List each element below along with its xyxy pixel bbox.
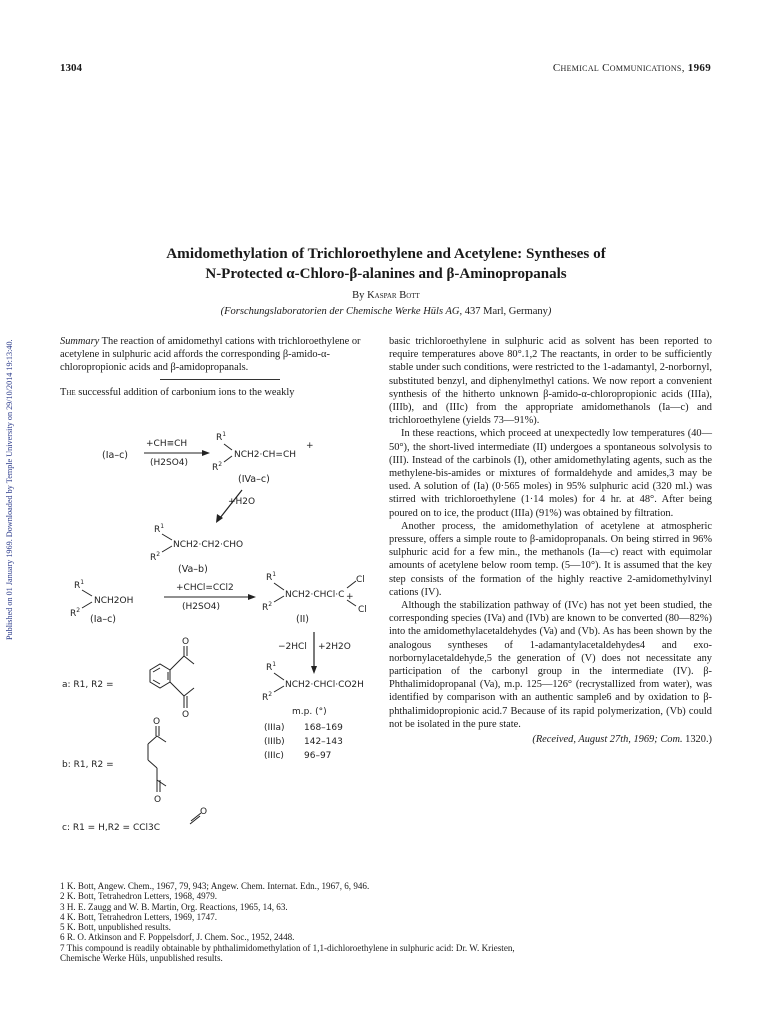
reagent-acetylene: +CH≡CH (146, 439, 188, 449)
chain-bond (157, 780, 166, 786)
bond-r1-start (82, 590, 92, 596)
references (60, 881, 712, 963)
cl-bottom: Cl (358, 605, 367, 615)
oxygen-top: O (182, 637, 190, 647)
r1-va: $R^1$ (154, 523, 165, 535)
chain-bond (148, 760, 157, 768)
page-number: 1304 (60, 62, 82, 74)
reference-item: 3 H. E. Zaugg and W. B. Martin, Org. Reactions, 1965, 14, 63. (60, 901, 288, 912)
label-ia: (Ia–c) (90, 614, 117, 625)
arrow-middle-head (248, 594, 256, 600)
bond-r2-ii (274, 596, 284, 602)
product-iii: NCH2·CHCl·CO2H (285, 680, 364, 690)
title-line-2: N-Protected α-Chloro-β-alanines and β-Aminopropanals (205, 266, 567, 282)
body-paragraph-4: Although the stabilization pathway of (IVc) has not yet been studied, the corresponding species (IVa) and (IVb) are known to be converted (80—82%) into the amidomethylacetaldehydes (Va) and (Vb). As has been shown by the analogous syntheses of 1-adamantylacetaldehydes4 and exo-norbornylacetaldehyde,5 the generation of (V) does not necessitate any participation of the carbonyl group in the intermediate (IV). β-Phthalimidopropanal (Va), m.p. 125—126° (recrystallized from water), was identified by comparison with an authentic sample6 and by oxidation to β-phthalimidopropionic acid.7 Because of its rapid polymerization, (Vb) could not be isolated in the pure state. (389, 600, 712, 730)
product-ii: NCH2·CHCl·C (285, 590, 345, 600)
summary-text: The reaction of amidomethyl cations with trichloroethylene or acetylene in sulphuric acid affords the corresponding β-amido-α-chloropropionic acids and β-amidopropanals. (60, 336, 361, 373)
definition-c: c: R1 = H,R2 = CCl3C (62, 823, 161, 833)
oxygen-b-top: O (153, 717, 161, 727)
r2-iii: $R^2$ (262, 691, 273, 703)
mp-label: (IIIc) (264, 751, 284, 761)
oxygen-b-bottom: O (154, 795, 162, 805)
body-paragraph-1: basic trichloroethylene in sulphuric acid as solvent has been reported to require temperatures above 80°.1,2 The reactants, in order to be sufficiently stable under such conditions, were restricted to the 1-adamantyl, 2-norbornyl, substituted benzyl, and diphenylmethyl cations. We now report a convenient synthesis of the hitherto unknown β-amido-α-chloropropionic acids (IIIa), (IIIb), and (IIIc) from the appropriate amidomethanols (Ia—c) and trichloroethylene (yields 73—91%). (389, 336, 712, 427)
reference-item: 4 K. Bott, Tetrahedron Letters, 1969, 1747. (60, 911, 218, 922)
cation-plus-ii: + (346, 592, 354, 602)
intro-line (60, 386, 380, 399)
received-prefix: (Received, (532, 734, 579, 746)
download-watermark-text: Published on 01 January 1969. Downloaded by Temple University on 29/10/2014 19:13:40. (5, 339, 14, 640)
oxygen-bottom: O (182, 710, 190, 720)
bond-r1-top (224, 444, 232, 450)
body-paragraph-3: Another process, the amidomethylation of acetylene at atmospheric pressure, offers a simple route to β-amidopropanals. On being stirred in 96% sulphuric acid for a few min., the methanols (Ia—c) react with equimolar amounts of acetylene below room temp. (5—10°). It is assumed that the key step consists of the formation of the highly reactive 2-amidomethylvinyl cations (IV). (389, 520, 712, 598)
received-number: 1320.) (685, 734, 712, 746)
reference-item: 1 K. Bott, Angew. Chem., 1967, 79, 943; Angew. Chem. Internat. Edn., 1967, 6, 946. (60, 881, 370, 891)
reagent-hydrolysis: −2HCl (278, 642, 307, 652)
running-head: Chemical Communications, 1969 (552, 62, 711, 74)
r1-start: $R^1$ (74, 579, 85, 591)
body-paragraph-2: In these reactions, which proceed at unexpectedly low temperatures (40—50°), the short-lived intermediate (II) undergoes a spontaneous solvolysis to (III). Instead of the carbinols (I), other amidomethylating agents, such as the methylene-bis-amides or mixtures of formaldehyde and amides,3 may be used. A solution of (Ia) (0·565 moles) in 95% sulphuric acid (320 ml.) was stirred with trichloroethylene (1·14 moles) for 4 hr. at 48°. After being poured on to ice, the product (IIIa) (91%) was obtained by filtration. (389, 428, 712, 519)
received-date: August 27th, 1969 (578, 734, 655, 746)
label-iva: (IVa–c) (238, 474, 270, 485)
article-title (60, 244, 712, 284)
received-line (389, 733, 712, 746)
definition-b: b: R1, R2 = (62, 760, 114, 770)
affiliation-post: ) (547, 306, 552, 317)
reagent-hydrolysis-water: +2H2O (318, 642, 351, 652)
bond-r2-top (224, 456, 232, 462)
mp-value: 168–169 (304, 723, 343, 733)
cl-top: Cl (356, 575, 365, 585)
reference-item: 6 R. O. Atkinson and F. Poppelsdorf, J. Chem. Soc., 1952, 2448. (60, 932, 295, 943)
reaction-scheme (60, 420, 380, 850)
reference-item: 2 K. Bott, Tetrahedron Letters, 1968, 4979. (60, 891, 218, 902)
mp-label: (IIIb) (264, 737, 285, 747)
left-column (60, 335, 380, 399)
cation-plus-top: + (306, 441, 314, 451)
r1-iii: $R^1$ (266, 661, 277, 673)
bond-to-n-top (184, 656, 194, 664)
bond-r2-va (162, 546, 172, 552)
glutarimide-structure (148, 726, 166, 792)
product-iva: NCH2·CH=CH (234, 450, 297, 460)
arrow-hydrolysis-head (311, 666, 317, 674)
bond-r2-iii (274, 686, 284, 692)
label-ia-top: (Ia–c) (102, 450, 129, 461)
byline (60, 290, 712, 301)
reaction-scheme-graphic (60, 420, 380, 850)
reagent-tce-solvent: (H2SO4) (182, 602, 221, 612)
r1-top: $R^1$ (216, 431, 227, 443)
r2-ii: $R^2$ (262, 601, 273, 613)
definition-a: a: R1, R2 = (62, 680, 114, 690)
journal-year: 1969 (687, 62, 711, 74)
carbonyl-bond-top (170, 656, 184, 670)
ring-double-bond (153, 668, 160, 672)
r2-top: $R^2$ (212, 461, 223, 473)
r1-ii: $R^1$ (266, 571, 277, 583)
bond-to-n-bottom (184, 688, 194, 696)
bond-cl-top (347, 581, 356, 588)
right-column (389, 335, 712, 746)
reference-item: Chemische Werke Hüls, unpublished results. (60, 953, 223, 964)
benzene-ring (150, 664, 170, 688)
received-mid: ; Com. (654, 734, 686, 746)
reference-item: 5 K. Bott, unpublished results. (60, 922, 171, 933)
summary-label: Summary (60, 336, 100, 347)
phthalimide-structure (150, 646, 194, 708)
start-methanol: NCH2OH (94, 596, 134, 606)
chain-bond (148, 736, 157, 744)
label-ii: (II) (296, 614, 310, 625)
bond-r2-start (82, 602, 92, 608)
bond-r1-va (162, 534, 172, 540)
title-line-1: Amidomethylation of Trichloroethylene and Acetylene: Syntheses of (166, 245, 606, 262)
intro-lead: The (60, 387, 76, 398)
summary-divider (160, 379, 280, 380)
bond-r1-ii (274, 583, 284, 590)
affiliation (60, 306, 712, 317)
r2-va: $R^2$ (150, 551, 161, 563)
mp-table (264, 723, 343, 761)
mp-value: 96–97 (304, 751, 332, 761)
bond-r1-iii (274, 673, 284, 680)
oxygen-c: O (200, 807, 208, 817)
carbonyl-bond-bottom (170, 682, 184, 696)
ring-double-bond (153, 680, 160, 684)
reagent-tce: +CHCl=CCl2 (176, 583, 234, 593)
mp-header: m.p. (°) (292, 707, 327, 717)
product-va: NCH2·CH2·CHO (173, 540, 244, 550)
intro-text: successful addition of carbonium ions to the weakly (78, 387, 295, 398)
reagent-water: +H2O (228, 497, 256, 507)
mp-label: (IIIa) (264, 723, 285, 733)
summary (60, 335, 380, 374)
reference-item: 7 This compound is readily obtainable by phthalimidomethylation of 1,1-dichloroethylene in sulphuric acid: Dr. W. Kriesten, (60, 942, 515, 953)
mp-value: 142–143 (304, 737, 343, 747)
affiliation-pre: (Forschungslaboratorien der Chemische Werke Hüls AG, (220, 306, 465, 317)
reagent-acetylene-solvent: (H2SO4) (150, 458, 189, 468)
arrow-top-head (202, 450, 210, 456)
bond-to-n-b (157, 736, 166, 742)
author-name: Kaspar Bott (367, 290, 420, 301)
byline-prefix: By (352, 290, 365, 301)
r2-start: $R^2$ (70, 607, 81, 619)
download-watermark (5, 190, 15, 640)
journal-name: Chemical Communications (552, 62, 682, 74)
label-va: (Va–b) (178, 564, 208, 575)
affiliation-address: 437 Marl, Germany (464, 306, 548, 317)
